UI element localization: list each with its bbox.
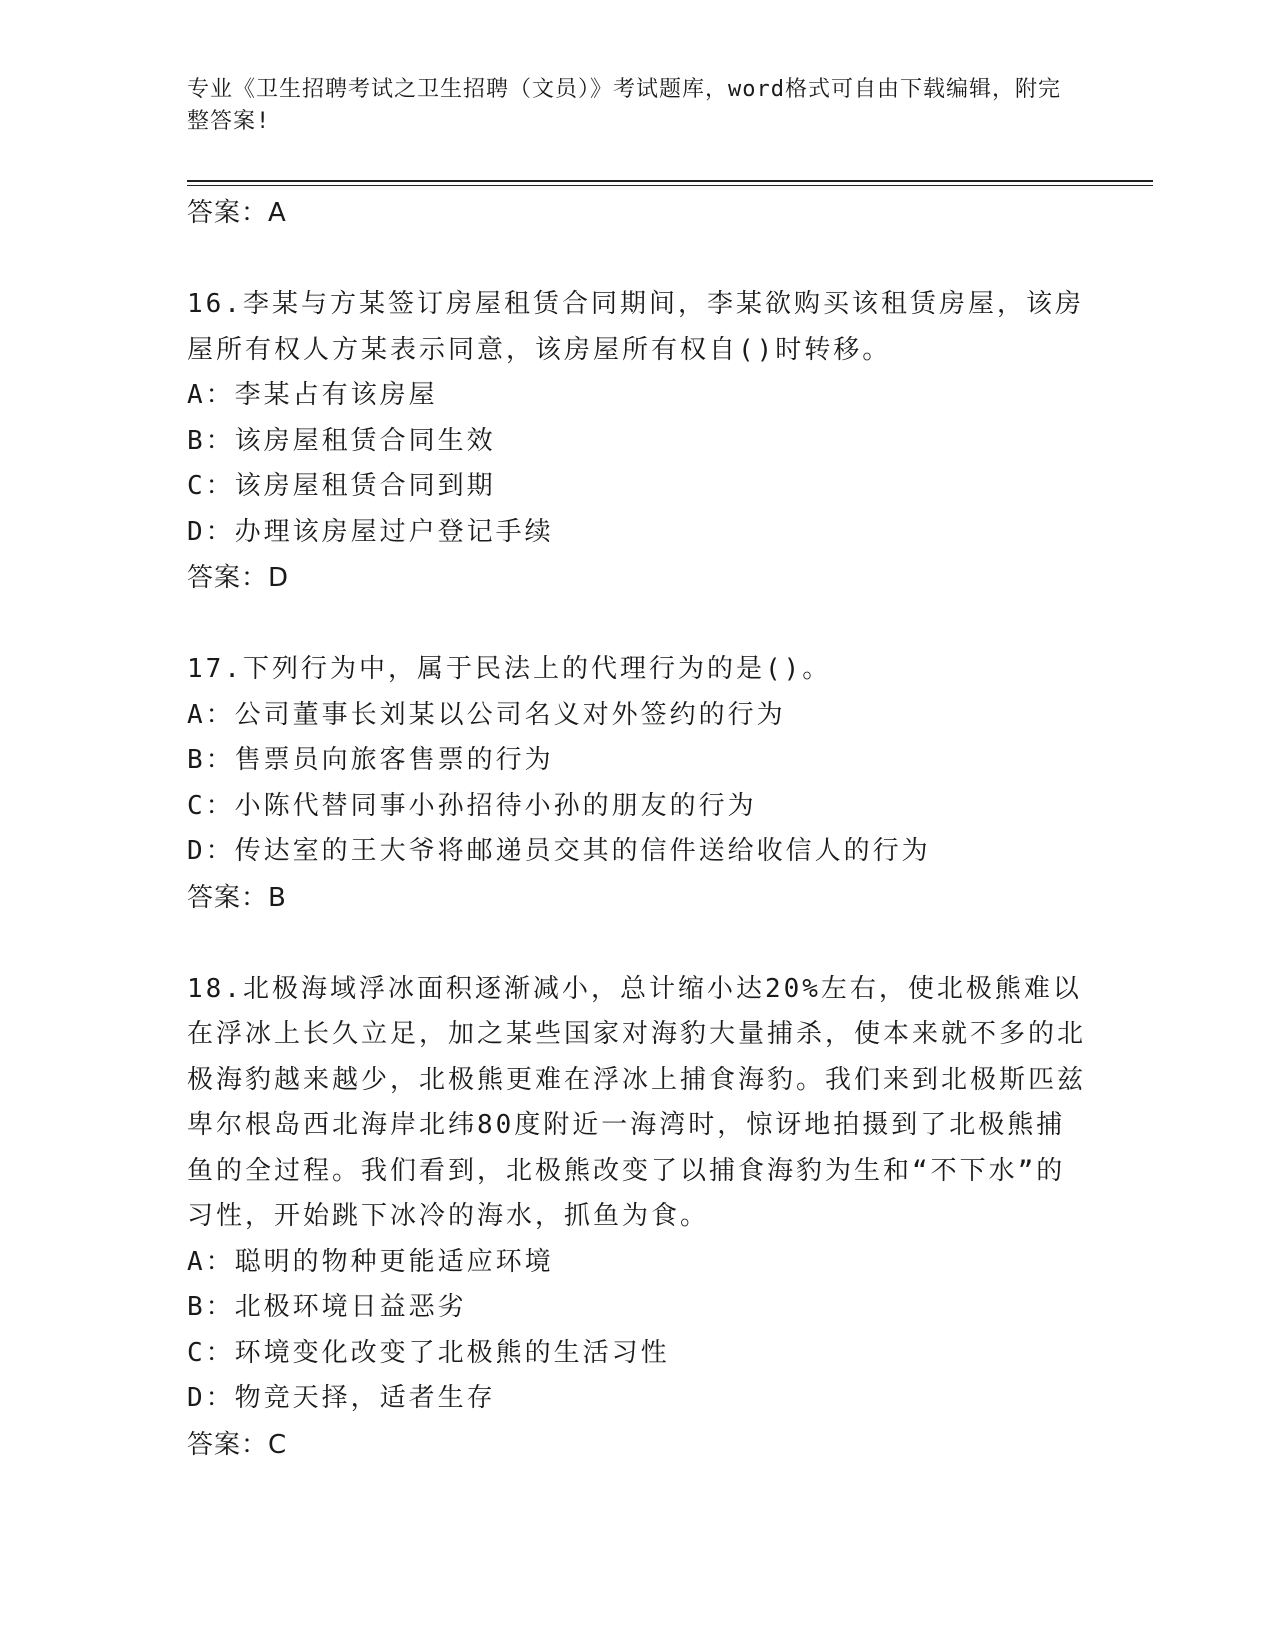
answer-line: 答案：B (187, 882, 287, 913)
option-c: C：小陈代替同事小孙招待小孙的朋友的行为 (187, 790, 757, 821)
answer-line: 答案：C (187, 1429, 288, 1460)
header-rule-thin (187, 185, 1153, 186)
option-d: D：传达室的王大爷将邮递员交其的信件送给收信人的行为 (187, 836, 931, 866)
answer-line: 答案：A (187, 198, 287, 228)
option-c: C：环境变化改变了北极熊的生活习性 (187, 1337, 670, 1368)
question-text: 18.北极海域浮冰面积逐渐减小，总计缩小达20%左右，使北极熊难以在浮冰上长久立足，加之某些国家对海豹大量捕杀，使本来就不多的北极海豹越来越少，北极熊更难在浮冰上捕食海豹。我们来到北极斯匹兹卑尔根岛西北海岸北纬80度附近一海湾时，惊讶地拍摄到了北极熊捕鱼的全过程。我们看到，北极熊改变了以捕食海豹为生和“不下水”的习性，开始跳下冰冷的海水，抓鱼为食。 (187, 973, 1087, 1231)
option-b: B：该房屋租赁合同生效 (187, 425, 496, 456)
question-18 (187, 967, 1087, 1468)
option-a: A：公司董事长刘某以公司名义对外签约的行为 (187, 699, 786, 730)
question-text: 16.李某与方某签订房屋租赁合同期间，李某欲购买该租赁房屋，该房屋所有权人方某表示同意，该房屋所有权自()时转移。 (187, 289, 1084, 365)
option-b: B：北极环境日益恶劣 (187, 1292, 467, 1322)
option-d: D：物竞天择，适者生存 (187, 1383, 496, 1413)
question-text: 17.下列行为中，属于民法上的代理行为的是()。 (187, 654, 832, 684)
option-b: B：售票员向旅客售票的行为 (187, 745, 554, 775)
page-header: 专业《卫生招聘考试之卫生招聘（文员）》考试题库，word格式可自由下载编辑，附完整答案! (187, 77, 1061, 134)
option-a: A：聪明的物种更能适应环境 (187, 1246, 554, 1277)
option-d: D：办理该房屋过户登记手续 (187, 516, 554, 547)
question-16 (187, 282, 1087, 601)
option-a: A：李某占有该房屋 (187, 380, 438, 410)
header-rule (187, 180, 1153, 182)
answer-line: 答案：D (187, 563, 290, 593)
question-list (187, 190, 1087, 1468)
option-c: C：该房屋租赁合同到期 (187, 471, 496, 501)
question-17 (187, 647, 1087, 921)
